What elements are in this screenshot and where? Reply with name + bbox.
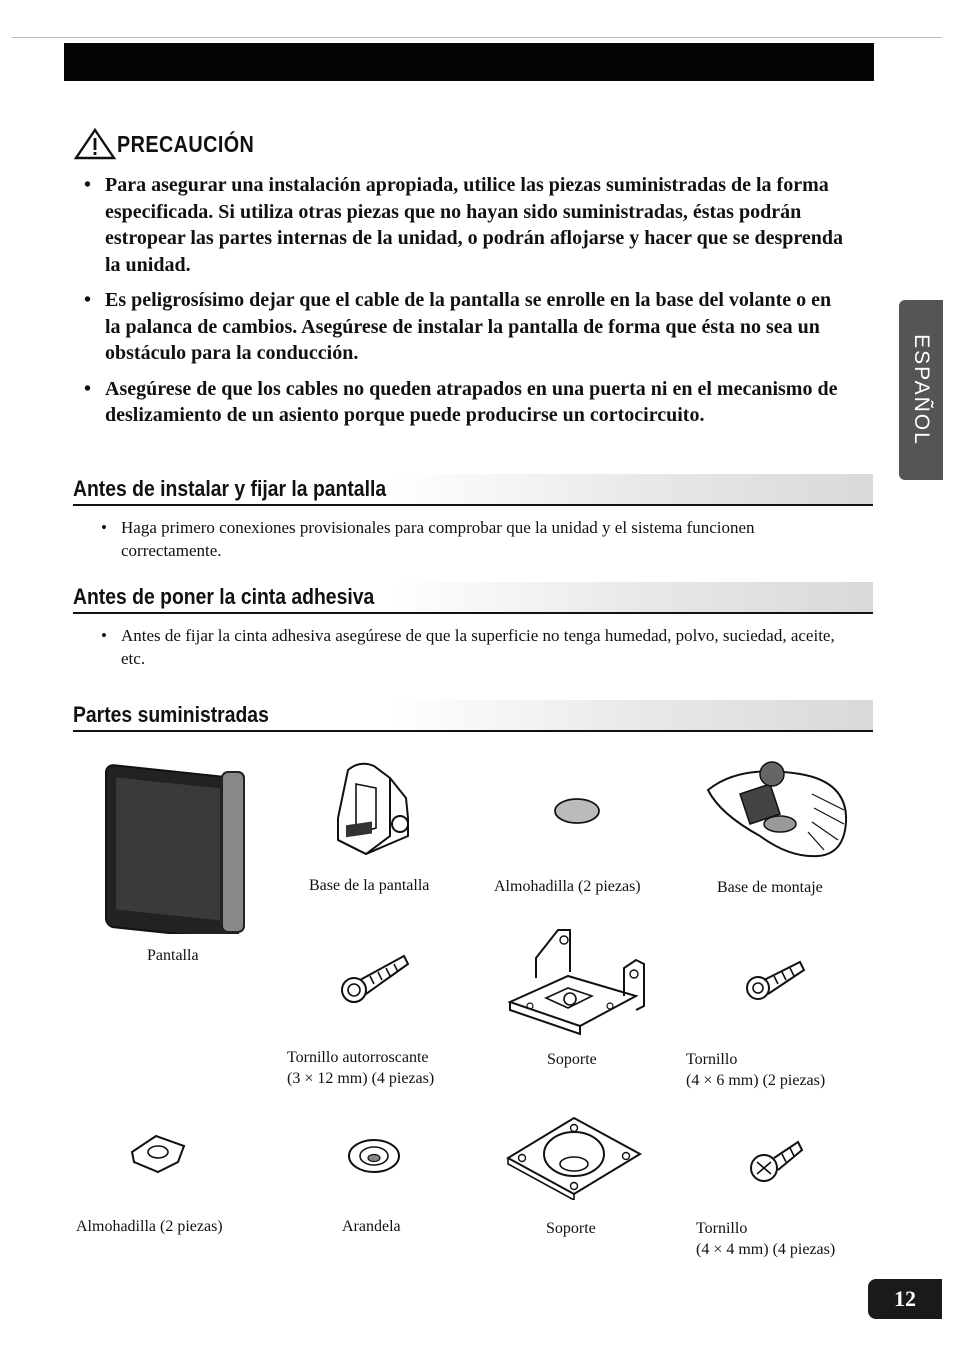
part-label: Soporte xyxy=(547,1051,597,1068)
part-label: (3 × 12 mm) (4 piezas) xyxy=(287,1070,435,1087)
caution-title: PRECAUCIÓN xyxy=(117,130,255,157)
part-label: Tornillo xyxy=(696,1220,748,1237)
part-label: Tornillo xyxy=(686,1051,738,1068)
header-bar xyxy=(64,43,874,81)
part-label: Pantalla xyxy=(147,947,199,964)
section-install xyxy=(73,474,873,562)
mounting-base-illustration xyxy=(700,754,850,860)
section-tape xyxy=(73,582,873,670)
part-label: Base de la pantalla xyxy=(309,877,430,894)
screw-illustration xyxy=(744,958,808,1004)
page-number: 12 xyxy=(868,1279,942,1319)
section-rule xyxy=(73,504,873,506)
bracket-illustration xyxy=(506,926,648,1038)
part-label: Arandela xyxy=(342,1218,401,1235)
display-illustration xyxy=(102,758,250,934)
part-label: Almohadilla (2 piezas) xyxy=(76,1218,223,1235)
language-tab xyxy=(899,300,943,480)
caution-item: • Asegúrese de que los cables no queden atrapados en una puerta ni en el mecanismo de deslizamiento de un asiento porque puede producirse un cortocircuito. xyxy=(84,376,844,429)
section-heading xyxy=(73,474,873,504)
part-label: Base de montaje xyxy=(717,879,823,896)
caution-heading xyxy=(73,128,277,160)
section-text: • Haga primero conexiones provisionales para comprobar que la unidad y el sistema funcionen correctamente. xyxy=(101,516,841,562)
display-base-illustration xyxy=(326,758,426,864)
section-title: Partes suministradas xyxy=(73,702,269,727)
screw-illustration xyxy=(748,1136,806,1186)
pad-illustration xyxy=(552,796,602,826)
section-heading xyxy=(73,582,873,612)
part-label: (4 × 4 mm) (4 piezas) xyxy=(696,1241,836,1258)
section-title: Antes de instalar y fijar la pantalla xyxy=(73,476,387,501)
part-label: Almohadilla (2 piezas) xyxy=(494,878,641,895)
caution-item: • Para asegurar una instalación apropiada, utilice las piezas suministradas de la forma especificada. Si utiliza otras piezas que no hayan sido suministradas, éstas podrán estropear las partes internas de la unidad, o podrán aflojarse y hacer que se desprenda la unidad. xyxy=(84,172,844,278)
section-parts xyxy=(73,700,873,732)
part-label: Tornillo autorroscante xyxy=(287,1049,429,1066)
language-tab-label: ESPAÑOL xyxy=(910,334,933,446)
section-rule xyxy=(73,730,873,732)
section-text: • Antes de fijar la cinta adhesiva asegúrese de que la superficie no tenga humedad, polvo, suciedad, aceite, etc. xyxy=(101,624,841,670)
part-label: Soporte xyxy=(546,1220,596,1237)
self-tapping-screw-illustration xyxy=(338,950,412,1006)
warning-triangle-icon xyxy=(73,128,117,160)
caution-list xyxy=(84,172,844,438)
section-rule xyxy=(73,612,873,614)
part-label: (4 × 6 mm) (2 piezas) xyxy=(686,1072,826,1089)
section-title: Antes de poner la cinta adhesiva xyxy=(73,584,375,609)
top-rule xyxy=(12,37,942,38)
washer-illustration xyxy=(346,1136,402,1176)
pad-illustration xyxy=(128,1132,188,1176)
section-heading xyxy=(73,700,873,730)
bracket-plate-illustration xyxy=(504,1114,644,1200)
caution-item: • Es peligrosísimo dejar que el cable de la pantalla se enrolle en la base del volante o en la palanca de cambios. Asegúrese de instalar la pantalla de forma que ésta no sea un obstáculo para la conducción. xyxy=(84,287,844,367)
